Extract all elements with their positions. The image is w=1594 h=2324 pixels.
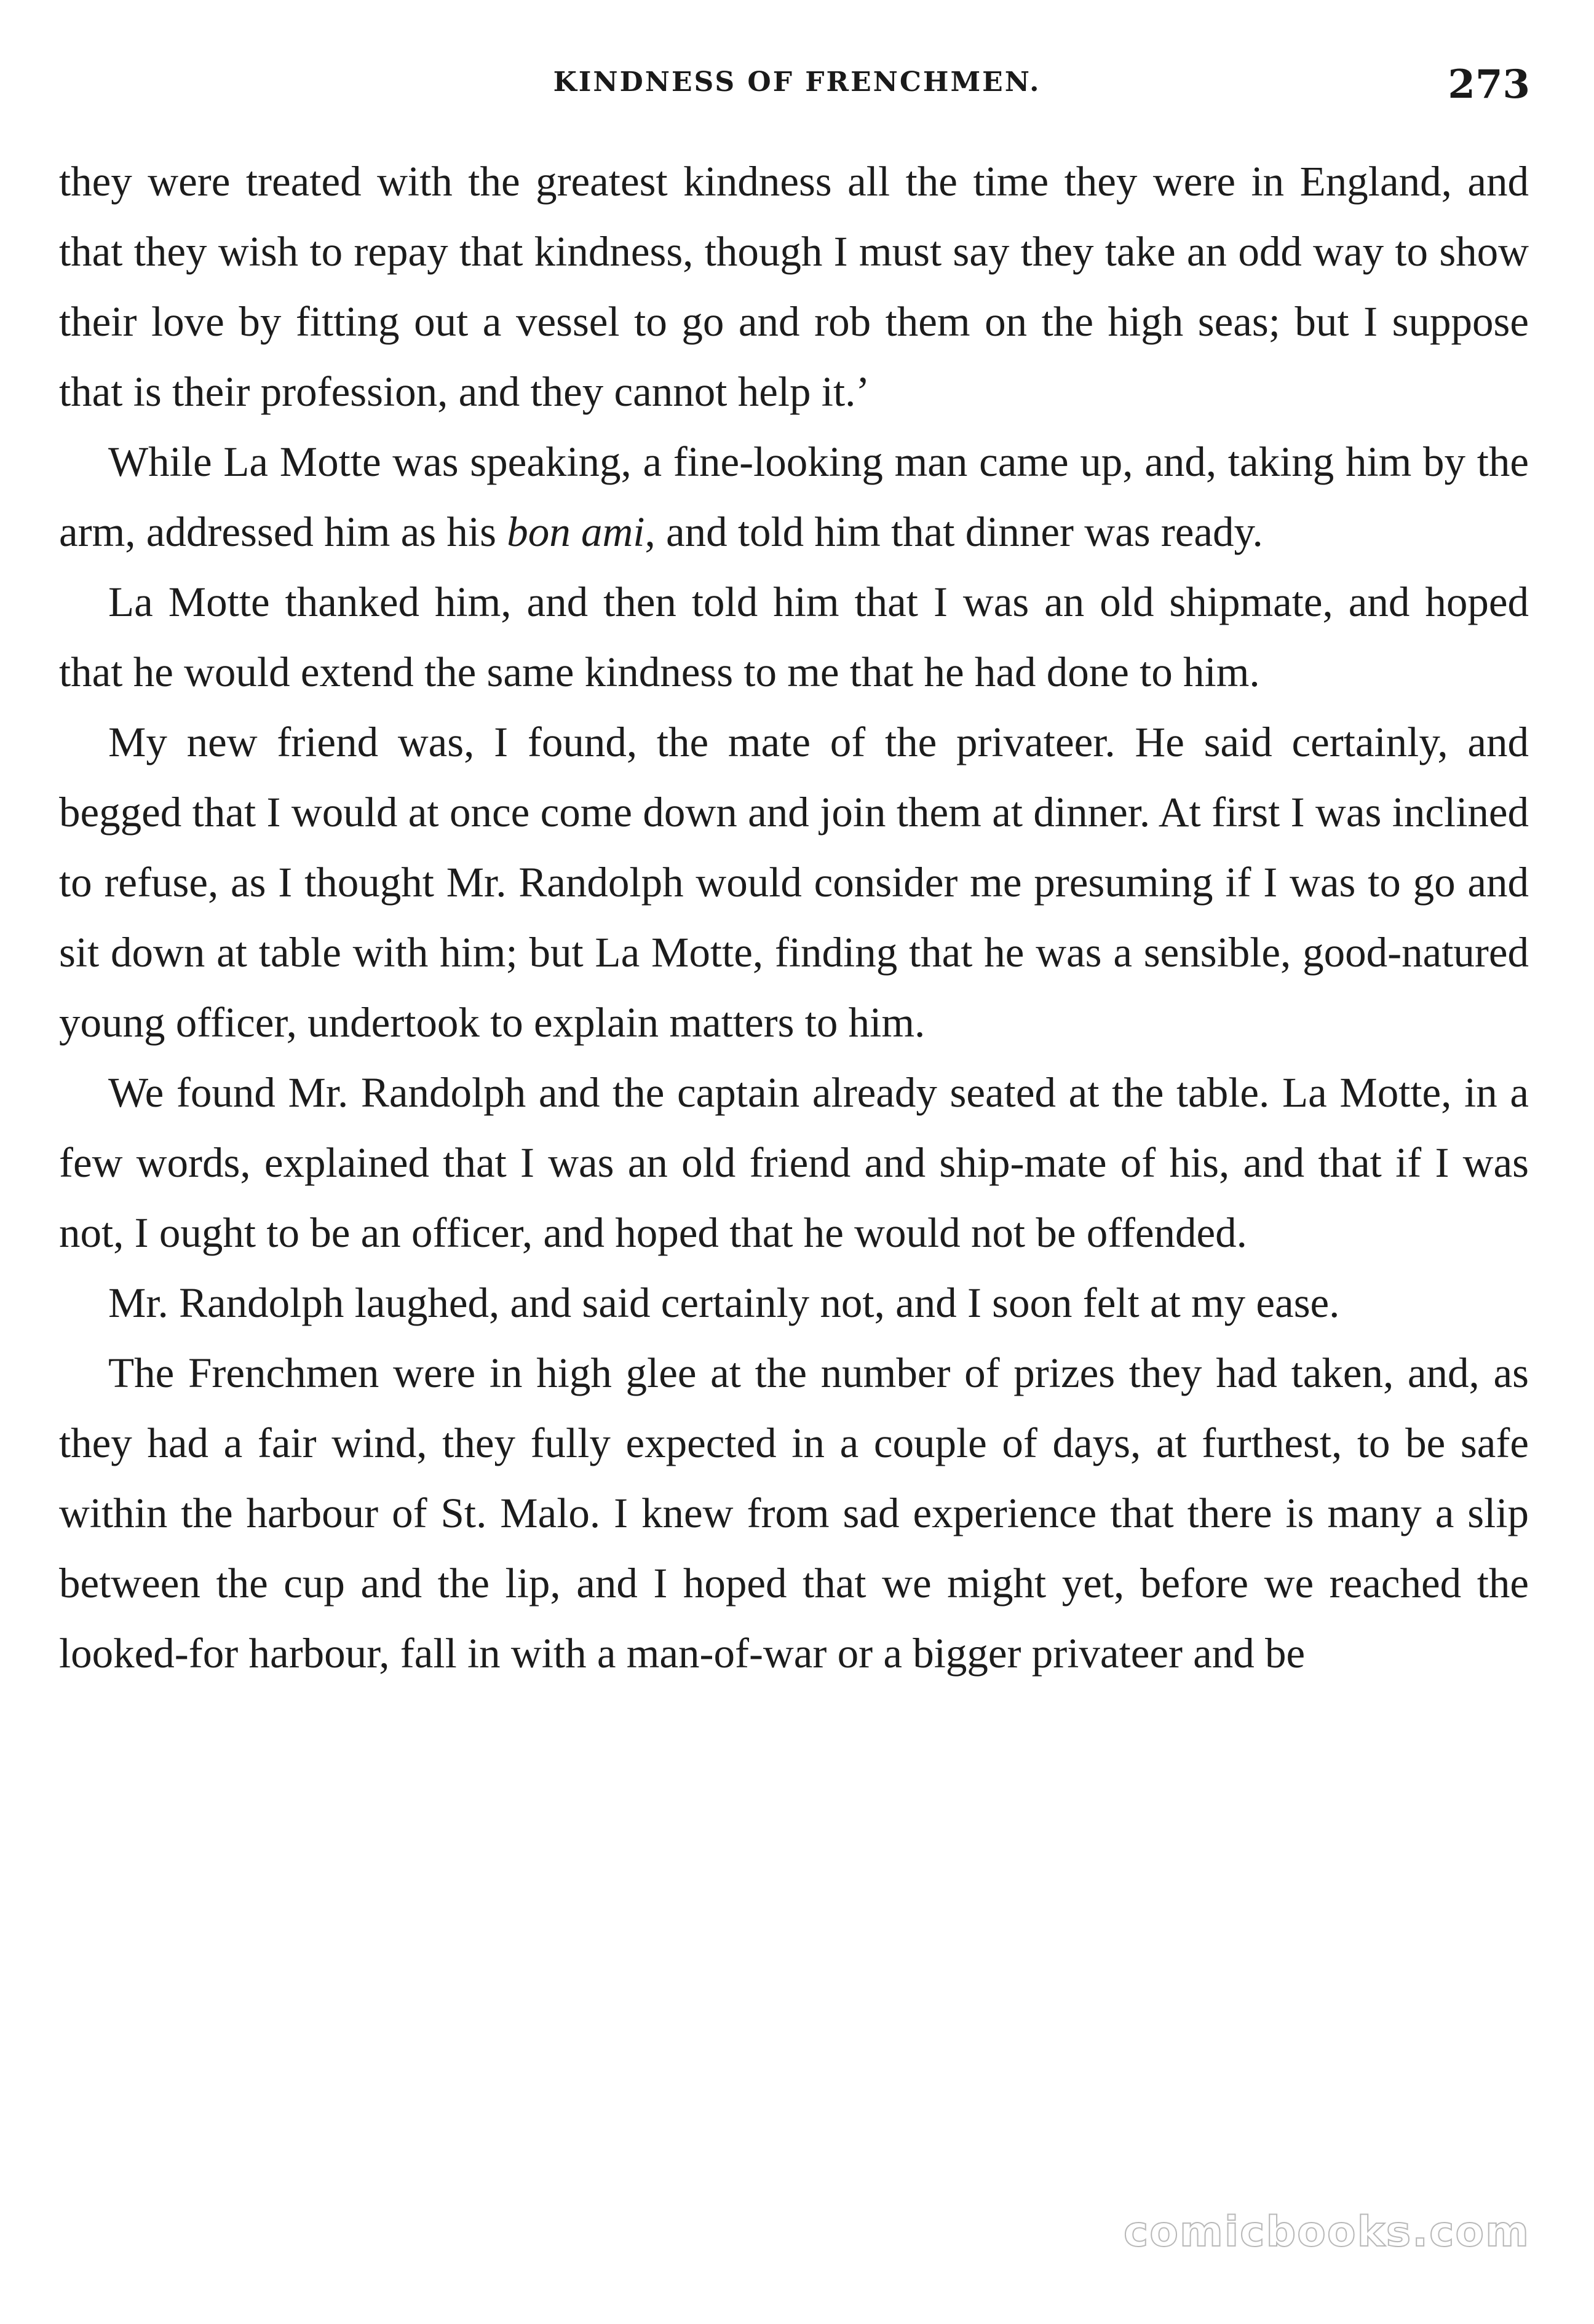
chapter-heading: KINDNESS OF FRENCHMEN. [553,66,1041,98]
paragraph-2-start: While La Motte was speaking, a fine-looking man came up, and, taking him by the arm, addressed him as his [59,438,1529,555]
page-number: 273 [1448,61,1530,108]
paragraph-4: My new friend was, I found, the mate of the privateer. He said certainly, and begged that I would at once come down and join them at dinner. At first I was inclined to refuse, as I thought Mr. Randolph would consider me presuming if I was to go and sit down at table with him; but La Motte, finding that he was a sensible, good-natured young officer, undertook to explain matters to him. [59,719,1529,1046]
paragraph-3: La Motte thanked him, and then told him that I was an old shipmate, and hoped that he would extend the same kindness to me that he had done to him. [59,579,1529,695]
paragraph-7: The Frenchmen were in high glee at the number of prizes they had taken, and, as they had a fair wind, they fully expected in a couple of days, at furthest, to be safe within the harbour of St. Malo. I knew from sad experience that there is many a slip between the cup and the lip, and I hoped that we might yet, before we reached the looked-for harbour, fall in with a man-of-war or a bigger privateer and be [59,1350,1529,1677]
paragraph-6: Mr. Randolph laughed, and said certainly not, and I soon felt at my ease. [108,1279,1340,1326]
body-text [59,146,1529,1688]
italic-phrase: bon ami [507,508,645,555]
paragraph-5: We found Mr. Randolph and the captain already seated at the table. La Motte, in a few words, explained that I was an old friend and ship-mate of his, and that if I was not, I ought to be an officer, and hoped that he would not be offended. [59,1069,1529,1256]
paragraph-2-end: , and told him that dinner was ready. [644,508,1263,555]
running-head [59,61,1535,116]
paragraph-1: they were treated with the greatest kindness all the time they were in England, and that they wish to repay that kindness, though I must say they take an odd way to show their love by fitting out a vessel to go and rob them on the high seas; but I suppose that is their profession, and they cannot help it.’ [59,158,1529,415]
paragraph-2 [59,427,1529,567]
site-watermark: comicbooks.com [1123,2208,1530,2256]
